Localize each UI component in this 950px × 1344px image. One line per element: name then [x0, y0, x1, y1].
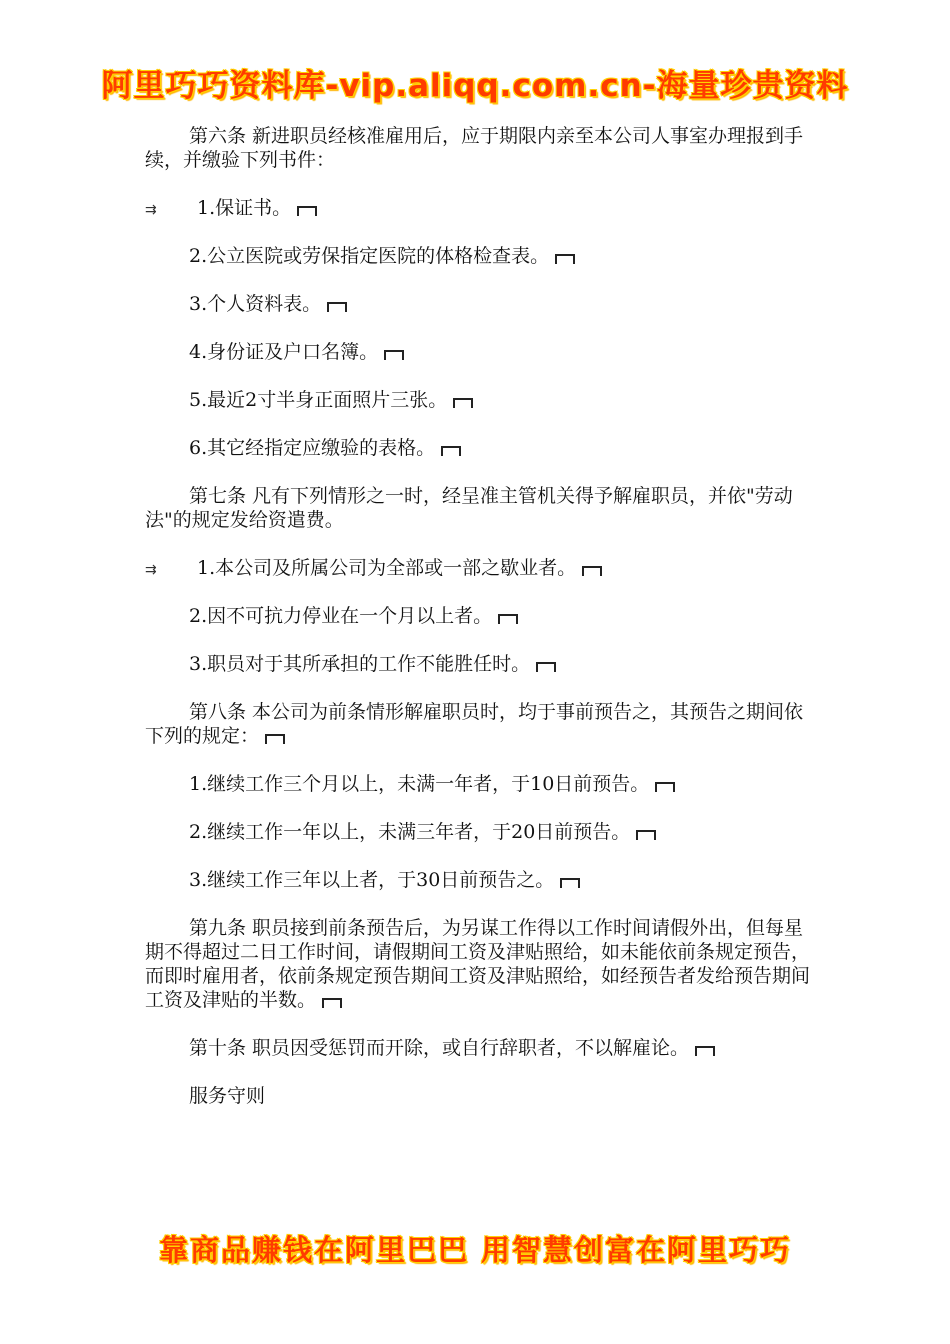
- list-item: 6.其它经指定应缴验的表格。: [145, 436, 810, 460]
- paragraph-mark-icon: [441, 446, 461, 456]
- article-9: [145, 916, 810, 1012]
- list-item: 1.继续工作三个月以上，未满一年者，于10日前预告。: [145, 772, 810, 796]
- header-banner: 阿里巧巧资料库-vip.aliqq.com.cn-海量珍贵资料: [101, 68, 849, 104]
- section-title: 服务守则: [189, 1085, 266, 1107]
- article-6-text: 第六条 新进职员经核准雇用后，应于期限内亲至本公司人事室办理报到手续，并缴验下列书件：: [145, 125, 804, 171]
- list-item: 5.最近2寸半身正面照片三张。: [145, 388, 810, 412]
- article-6: [145, 124, 810, 172]
- list-item: 2.公立医院或劳保指定医院的体格检查表。: [145, 244, 810, 268]
- paragraph-mark-icon: [555, 254, 575, 264]
- paragraph-mark-icon: [384, 350, 404, 360]
- list-marker-icon: ⇉: [145, 202, 157, 218]
- list-item: ⇉ 1.本公司及所属公司为全部或一部之歇业者。: [145, 556, 810, 580]
- paragraph-mark-icon: [265, 734, 285, 744]
- document-body: [145, 124, 810, 1108]
- list-item: ⇉ 1.保证书。: [145, 196, 810, 220]
- article-9-text: 第九条 职员接到前条预告后，为另谋工作得以工作时间请假外出，但每星期不得超过二日工作时间，请假期间工资及津贴照给，如未能依前条规定预告，而即时雇用者，依前条规定预告期间工资及津贴照给，如经预告者发给预告期间工资及津贴的半数。: [145, 917, 811, 1011]
- article-7: [145, 484, 810, 532]
- paragraph-mark-icon: [560, 878, 580, 888]
- list-item: 2.继续工作一年以上，未满三年者，于20日前预告。: [145, 820, 810, 844]
- footer-banner: 靠商品赚钱在阿里巴巴 用智慧创富在阿里巧巧: [158, 1233, 792, 1267]
- paragraph-mark-icon: [695, 1046, 715, 1056]
- paragraph-mark-icon: [453, 398, 473, 408]
- article-10: [145, 1036, 810, 1060]
- list-item: 2.因不可抗力停业在一个月以上者。: [145, 604, 810, 628]
- article-10-text: 第十条 职员因受惩罚而开除，或自行辞职者，不以解雇论。: [189, 1037, 690, 1059]
- list-item: 3.职员对于其所承担的工作不能胜任时。: [145, 652, 810, 676]
- paragraph-mark-icon: [322, 998, 342, 1008]
- list-item: 4.身份证及户口名簿。: [145, 340, 810, 364]
- paragraph-mark-icon: [327, 302, 347, 312]
- paragraph-mark-icon: [582, 566, 602, 576]
- list-item: 3.个人资料表。: [145, 292, 810, 316]
- paragraph-mark-icon: [636, 830, 656, 840]
- paragraph-mark-icon: [297, 206, 317, 216]
- paragraph-mark-icon: [536, 662, 556, 672]
- article-8: [145, 700, 810, 748]
- list-item: 3.继续工作三年以上者，于30日前预告之。: [145, 868, 810, 892]
- paragraph-mark-icon: [655, 782, 675, 792]
- article-8-text: 第八条 本公司为前条情形解雇职员时，均于事前预告之，其预告之期间依下列的规定：: [145, 701, 804, 747]
- list-marker-icon: ⇉: [145, 562, 157, 578]
- article-7-text: 第七条 凡有下列情形之一时，经呈准主管机关得予解雇职员，并依"劳动法"的规定发给资遣费。: [145, 485, 793, 531]
- paragraph-mark-icon: [498, 614, 518, 624]
